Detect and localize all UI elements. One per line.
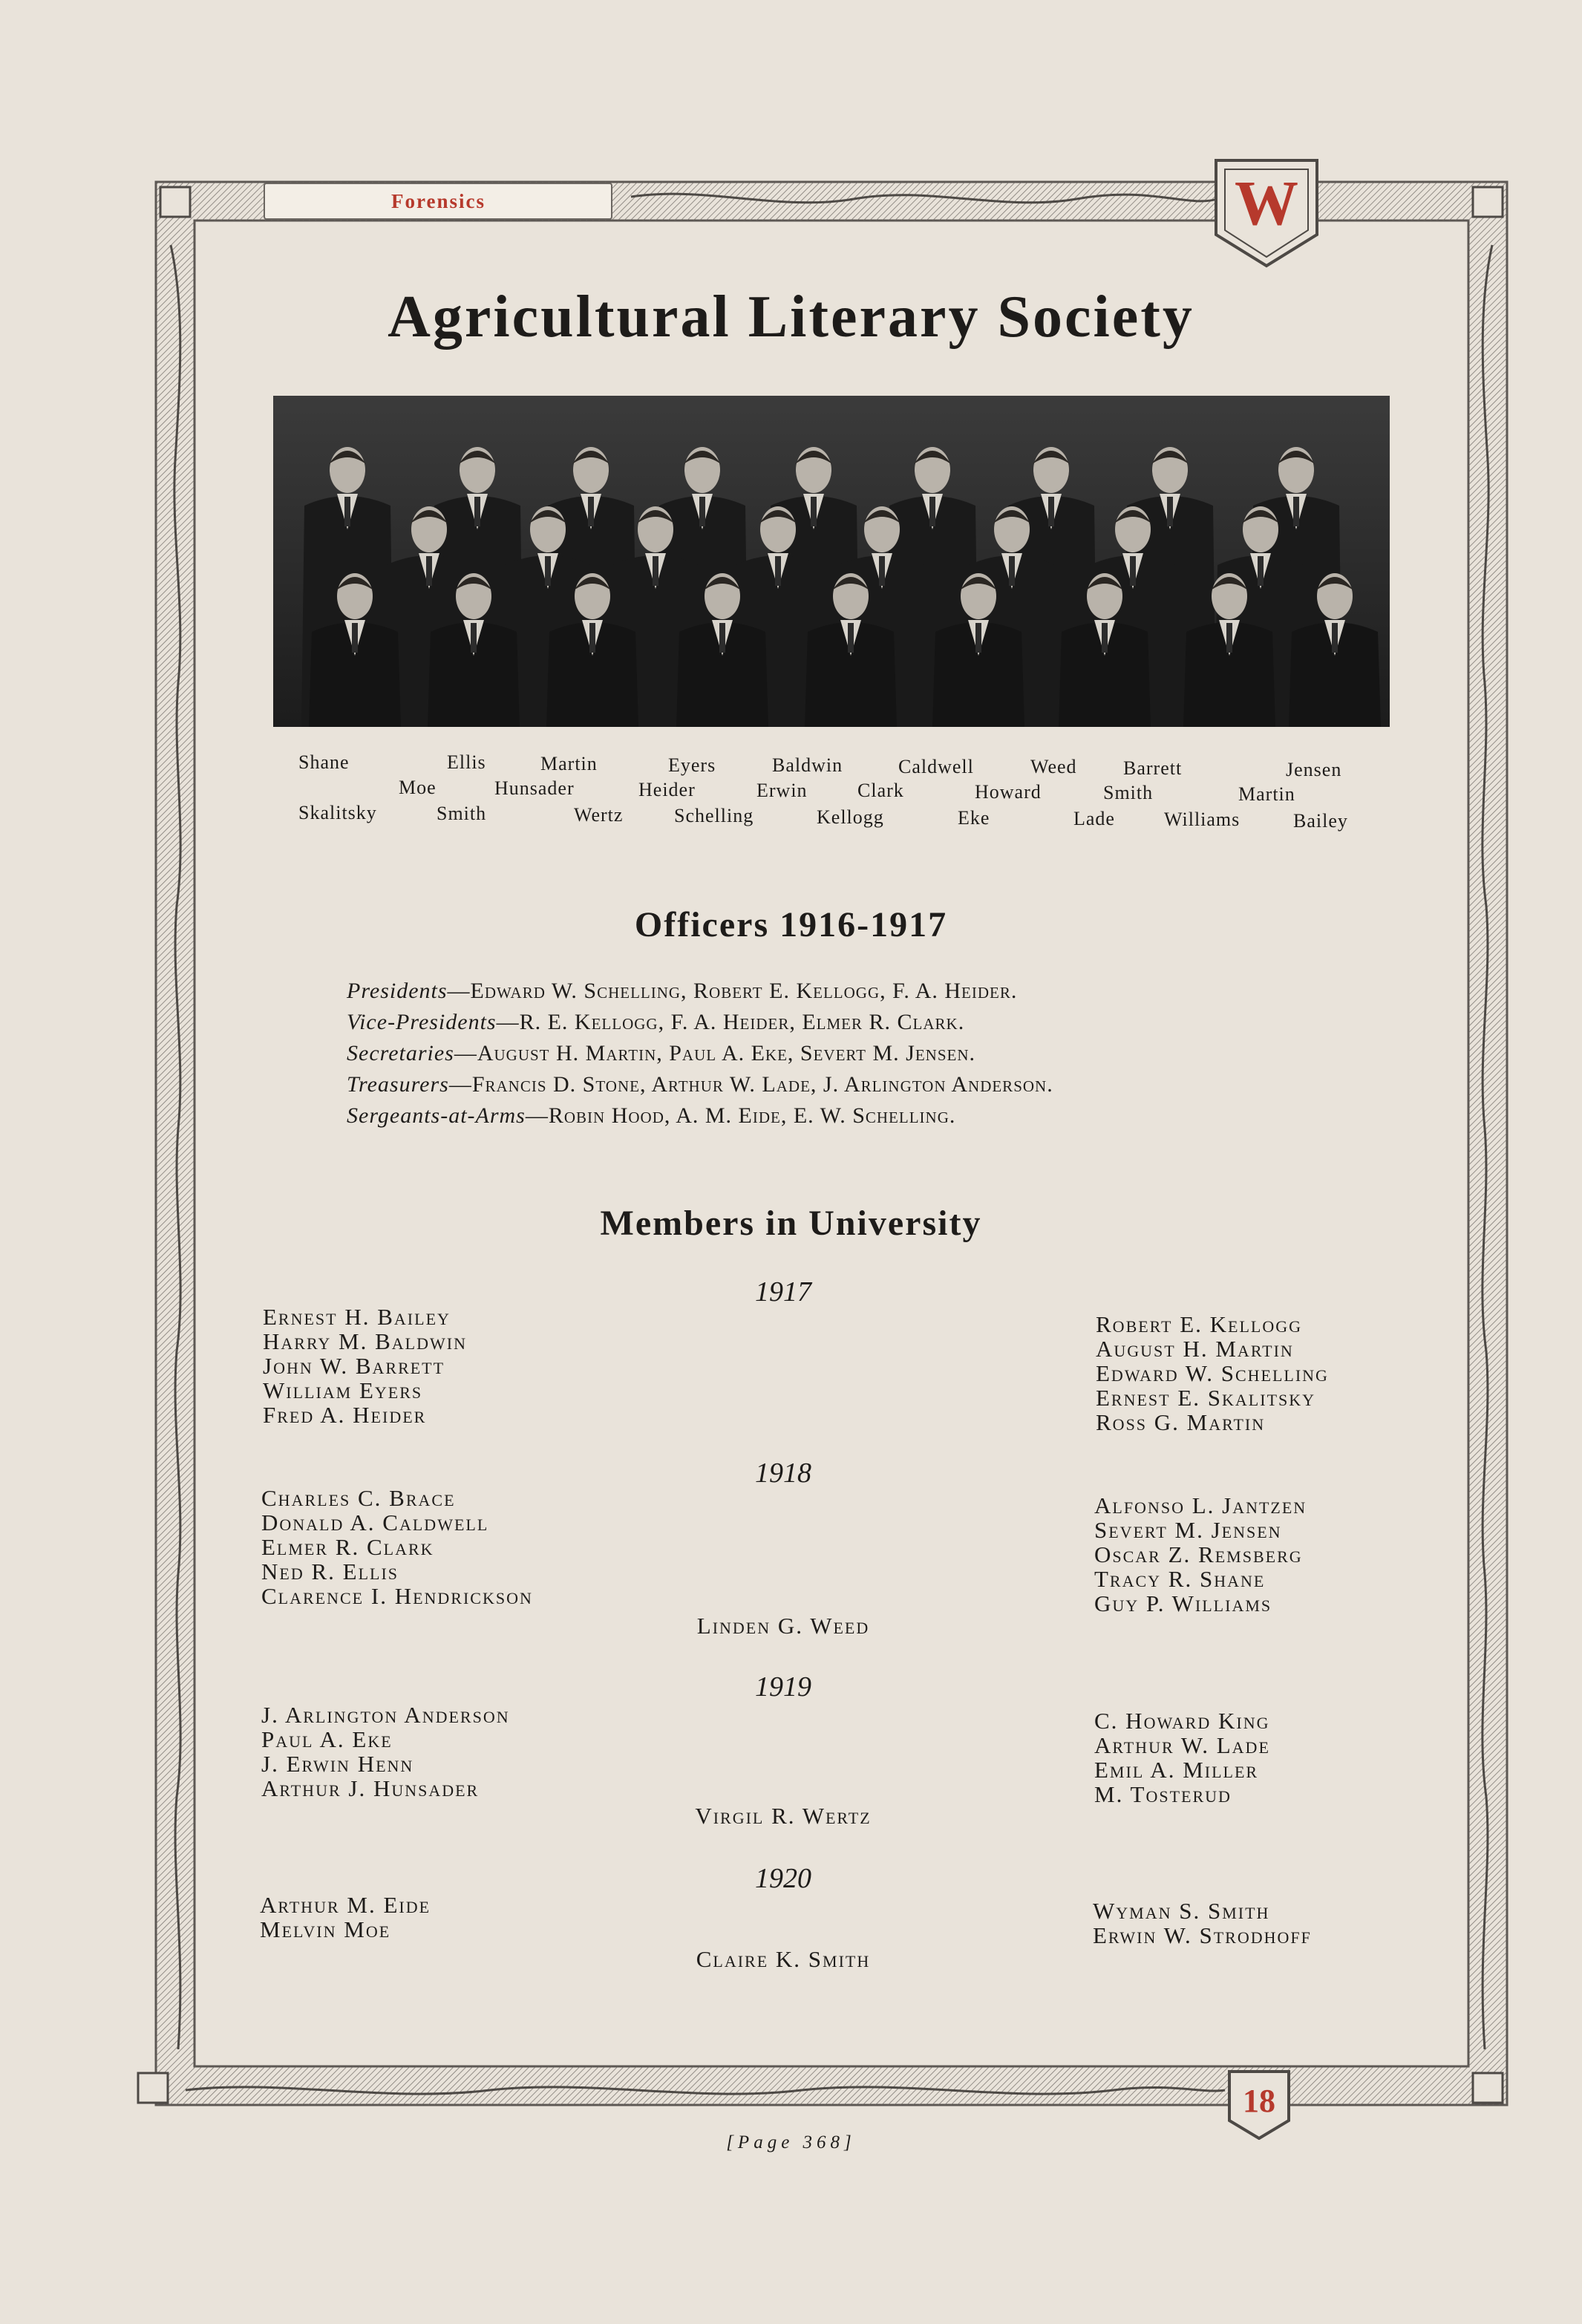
member-name: C. Howard King [1094,1708,1270,1734]
person-tie [344,497,350,526]
person-tie [1332,623,1338,653]
officer-names: —R. E. Kellogg, F. A. Heider, Elmer R. Clark. [496,1010,965,1034]
officer-names: —August H. Martin, Paul A. Eke, Severt M. Jensen. [454,1041,976,1065]
page-footer: [Page 368] [726,2132,856,2152]
section-tab-label: Forensics [391,189,486,212]
caption-skalitsky: Skalitsky [298,802,377,823]
group-photo-image [273,396,1390,727]
person-tie [471,623,477,653]
person-tie [1167,497,1173,526]
class-1920-right-list [1093,1899,1312,1948]
member-name: J. Erwin Henn [261,1751,414,1777]
members-heading: Members in University [600,1204,982,1243]
member-name: Elmer R. Clark [261,1534,434,1560]
page-badge-number: 18 [1243,2083,1275,2119]
caption-baldwin: Baldwin [772,754,843,776]
caption-eke: Eke [958,807,990,829]
caption-caldwell: Caldwell [898,756,974,777]
person-tie [975,623,981,653]
crest-letter: W [1235,167,1298,238]
officer-line-secretaries [347,1041,975,1066]
person-tie [775,556,781,586]
caption-smith-2: Smith [1103,782,1154,803]
caption-martin: Martin [540,753,598,774]
officer-role: Presidents [347,979,448,1003]
person-tie [1226,623,1232,653]
member-name: Ernest E. Skalitsky [1096,1385,1316,1411]
member-name: Charles C. Brace [261,1485,456,1511]
person-tie [653,556,658,586]
officer-line-presidents [347,979,1017,1004]
member-name: William Eyers [263,1377,423,1403]
caption-hunsader: Hunsader [494,777,575,799]
officer-line-vice-presidents [347,1010,964,1035]
member-name: August H. Martin [1096,1336,1294,1362]
person-tie [545,556,551,586]
officer-role: Vice-Presidents [347,1010,497,1034]
member-name: Tracy R. Shane [1094,1566,1266,1592]
person-tie [589,623,595,653]
member-name: Wyman S. Smith [1093,1898,1270,1924]
member-name: Fred A. Heider [263,1402,427,1428]
class-year-1919: 1919 [755,1671,811,1703]
officer-names: —Robin Hood, A. M. Eide, E. W. Schelling. [525,1103,956,1128]
caption-howard: Howard [975,781,1042,803]
caption-clark: Clark [857,780,904,801]
class-year-1917: 1917 [755,1276,811,1308]
caption-jensen: Jensen [1286,759,1342,780]
member-name: Arthur M. Eide [260,1892,431,1918]
officer-names: —Edward W. Schelling, Robert E. Kellogg, F. A. Heider. [447,979,1018,1003]
person-tie [474,497,480,526]
caption-schelling: Schelling [674,805,754,826]
member-name: Arthur J. Hunsader [261,1775,480,1801]
person-tie [1258,556,1264,586]
member-name: J. Arlington Anderson [261,1702,510,1728]
caption-bailey: Bailey [1293,810,1348,832]
officer-line-sergeants [347,1103,955,1129]
member-name: Edward W. Schelling [1096,1360,1329,1386]
caption-barrett: Barrett [1123,757,1183,779]
officer-role: Sergeants-at-Arms [347,1103,526,1128]
member-name: Robert E. Kellogg [1096,1311,1303,1337]
person-tie [879,556,885,586]
member-name: Guy P. Williams [1094,1590,1272,1616]
caption-williams: Williams [1164,809,1241,830]
class-1918-left-list [261,1486,533,1608]
section-tab [264,183,612,220]
person-tie [848,623,854,653]
member-name: Clarence I. Hendrickson [261,1583,533,1609]
officer-role: Secretaries [347,1041,454,1065]
class-1917-left-list [263,1305,467,1427]
class-1918-right-list [1094,1493,1307,1616]
page-title: Agricultural Literary Society [388,284,1194,350]
class-1919-left-list [261,1703,510,1801]
person-tie [426,556,432,586]
class-1919-right-list [1094,1708,1270,1806]
member-name: Ross G. Martin [1096,1409,1266,1435]
caption-wertz: Wertz [574,804,624,826]
caption-erwin: Erwin [756,780,808,801]
person-tie [1009,556,1015,586]
member-name: Arthur W. Lade [1094,1732,1270,1758]
person-tie [1130,556,1136,586]
caption-shane: Shane [298,751,350,773]
caption-ellis: Ellis [447,751,486,773]
member-name: Emil A. Miller [1094,1757,1259,1783]
member-name: Donald A. Caldwell [261,1509,489,1535]
caption-kellogg: Kellogg [817,806,884,828]
member-name: Harry M. Baldwin [263,1328,467,1354]
person-tie [1048,497,1054,526]
person-tie [588,497,594,526]
person-tie [1293,497,1299,526]
person-tie [1102,623,1108,653]
class-year-1920: 1920 [755,1863,811,1894]
member-name: Erwin W. Strodhoff [1093,1922,1312,1948]
officer-role: Treasurers [347,1072,449,1097]
class-year-1918: 1918 [755,1458,811,1489]
class-1920-center-name: Claire K. Smith [696,1946,871,1972]
member-name: Alfonso L. Jantzen [1094,1492,1307,1518]
member-name: John W. Barrett [263,1353,445,1379]
caption-weed: Weed [1030,756,1077,777]
page-badge [1225,2069,1293,2140]
officer-line-treasurers [347,1072,1053,1097]
caption-eyers: Eyers [668,754,716,776]
person-tie [352,623,358,653]
class-1917-right-list [1096,1312,1329,1434]
member-name: Ned R. Ellis [261,1558,399,1584]
class-1918-center-name: Linden G. Weed [696,1613,870,1639]
class-1920-left-list [260,1893,431,1942]
member-name: Melvin Moe [260,1916,391,1942]
person-tie [699,497,705,526]
caption-heider: Heider [638,779,696,800]
crest-shield [1212,154,1321,270]
member-name: Paul A. Eke [261,1726,393,1752]
member-name: Severt M. Jensen [1094,1517,1282,1543]
officer-names: —Francis D. Stone, Arthur W. Lade, J. Arlington Anderson. [448,1072,1053,1097]
caption-martin-2: Martin [1238,783,1295,805]
person-tie [929,497,935,526]
group-photo [273,396,1390,727]
person-tie [811,497,817,526]
member-name: Ernest H. Bailey [263,1304,451,1330]
person-tie [719,623,725,653]
class-1919-center-name: Virgil R. Wertz [695,1803,872,1829]
caption-moe: Moe [399,777,437,798]
member-name: Oscar Z. Remsberg [1094,1541,1303,1567]
officers-heading: Officers 1916-1917 [634,905,948,944]
member-name: M. Tosterud [1094,1781,1232,1807]
caption-lade: Lade [1073,808,1115,829]
caption-smith: Smith [437,803,487,824]
